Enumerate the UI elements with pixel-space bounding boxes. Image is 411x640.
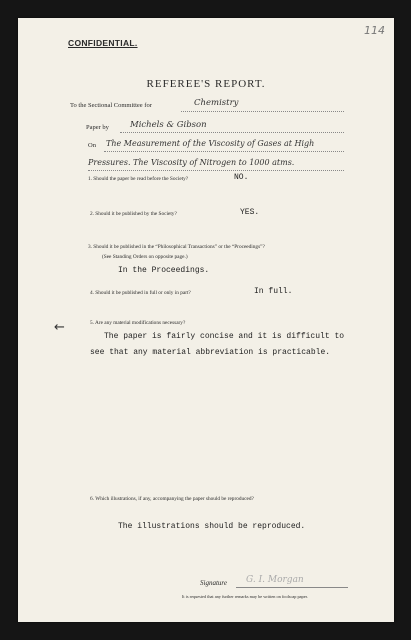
question-1: 1. Should the paper be read before the Society? [88,176,189,182]
answer-5-line1: The paper is fairly concise and it is difficult to [104,332,345,341]
question-2: 2. Should it be published by the Society? [90,211,177,217]
on-value-line2: Pressures. The Viscosity of Nitrogen to 1000 atms. [88,158,295,167]
signature-footnote: It is requested that any further remarks may be written on foolscap paper. [182,594,308,599]
answer-4: In full. [254,287,293,296]
margin-arrow-icon: ← [54,320,65,335]
to-committee-value: Chemistry [194,98,239,108]
to-committee-label: To the Sectional Committee for [70,102,152,109]
signature-label: Signature [200,579,227,587]
to-committee-rule [181,111,344,112]
question-6: 6. Which illustrations, if any, accompanying the paper should be reproduced? [90,496,254,502]
answer-5-line2: see that any material abbreviation is practicable. [90,348,331,357]
folio-number: 114 [364,24,385,37]
on-label: On [88,142,96,149]
question-3-note: (See Standing Orders on opposite page.) [102,254,188,260]
question-3: 3. Should it be published in the “Philosophical Transactions” or the “Proceedings”? [88,244,265,250]
signature-value: G. I. Morgan [246,575,304,585]
answer-2: YES. [240,208,260,217]
paper-by-label: Paper by [86,124,109,131]
on-rule-2 [88,170,344,171]
report-title: REFEREE'S REPORT. [146,78,266,90]
answer-1: NO. [234,173,249,182]
answer-6: The illustrations should be reproduced. [118,522,306,531]
question-4: 4. Should it be published in full or only in part? [90,290,191,296]
paper-by-rule [120,132,344,133]
signature-line [236,587,348,588]
question-5: 5. Are any material modifications necessary? [90,320,186,326]
confidential-heading: CONFIDENTIAL. [68,38,138,48]
on-value-line1: The Measurement of the Viscosity of Gases at High [106,139,315,148]
paper-by-value: Michels & Gibson [130,120,207,130]
report-sheet [18,18,394,622]
answer-3: In the Proceedings. [118,266,210,275]
on-rule-1 [104,151,344,152]
